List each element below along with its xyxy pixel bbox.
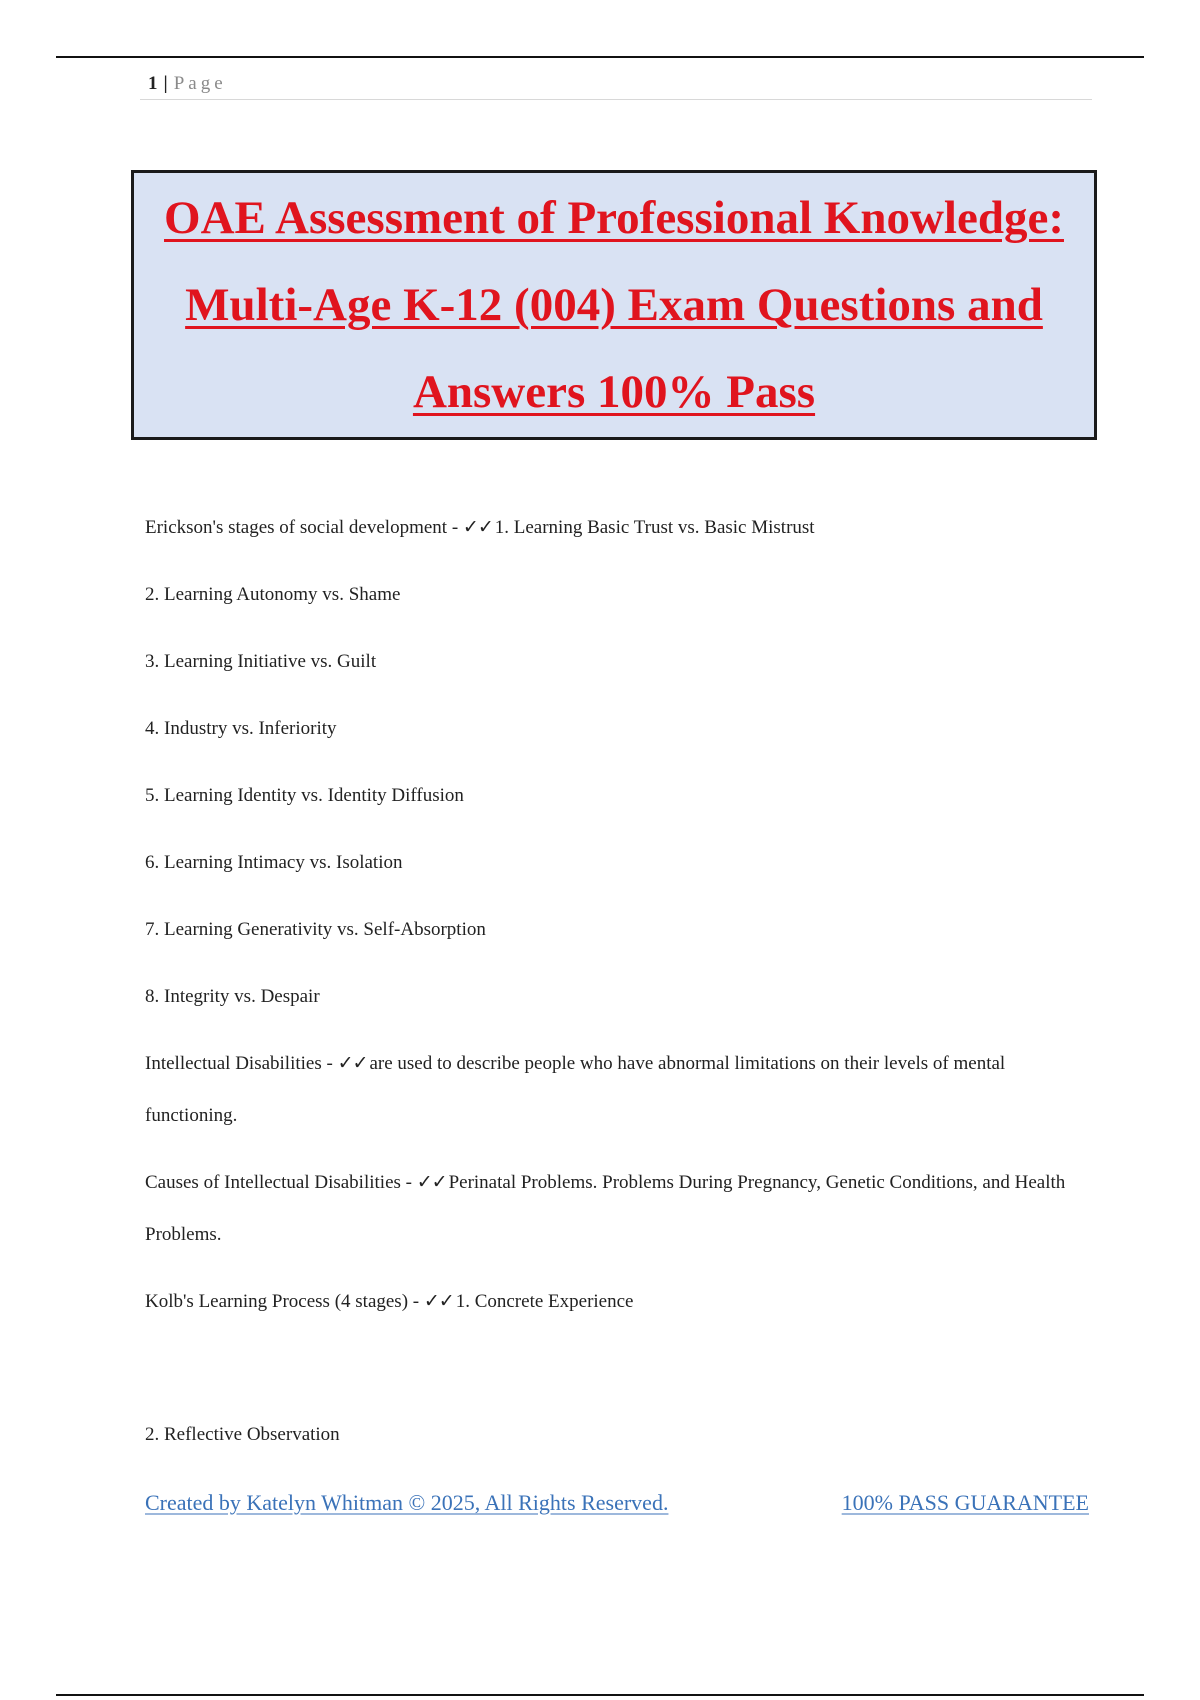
entry-answer: are used to describe people who have abnormal limitations on their levels of mental functioning. bbox=[145, 1053, 1006, 1126]
qa-entry: Kolb's Learning Process (4 stages) - ✓✓ 1. Concrete Experience bbox=[145, 1291, 634, 1312]
entry-term: Intellectual Disabilities bbox=[145, 1053, 322, 1074]
entry-term: Causes of Intellectual Disabilities bbox=[145, 1172, 401, 1193]
footer-guarantee: 100% PASS GUARANTEE bbox=[841, 1490, 1089, 1515]
title-box bbox=[131, 170, 1097, 440]
list-item: 8. Integrity vs. Despair bbox=[145, 986, 320, 1007]
entry-term: Kolb's Learning Process (4 stages) bbox=[145, 1291, 409, 1312]
footer-left bbox=[145, 1490, 668, 1516]
top-rule bbox=[56, 56, 1144, 58]
list-item: 6. Learning Intimacy vs. Isolation bbox=[145, 852, 403, 873]
list-item: 4. Industry vs. Inferiority bbox=[145, 718, 337, 739]
page-label: Page bbox=[173, 73, 227, 94]
list-item: 2. Learning Autonomy vs. Shame bbox=[145, 584, 401, 605]
qa-entry: Causes of Intellectual Disabilities - ✓✓ Perinatal Problems. Problems During Pregnancy, Genetic Conditions, and Health Problems. bbox=[145, 1172, 1066, 1245]
list-item: 7. Learning Generativity vs. Self-Absorption bbox=[145, 919, 486, 940]
entry-answer: 1. Concrete Experience bbox=[455, 1291, 634, 1312]
footer-right bbox=[842, 1490, 1089, 1516]
check-icon: ✓✓ bbox=[337, 1053, 368, 1074]
page-number: 1 bbox=[148, 73, 160, 94]
check-icon: ✓✓ bbox=[423, 1291, 454, 1312]
check-icon: ✓✓ bbox=[462, 517, 493, 538]
qa-entry: Erickson's stages of social development - ✓✓ 1. Learning Basic Trust vs. Basic Mistrust bbox=[145, 517, 815, 538]
spacer bbox=[145, 1343, 1085, 1409]
list-item: 2. Reflective Observation bbox=[145, 1424, 340, 1445]
entry-answer: 1. Learning Basic Trust vs. Basic Mistrust bbox=[494, 517, 815, 538]
bottom-rule bbox=[56, 1694, 1144, 1696]
check-icon: ✓✓ bbox=[416, 1172, 447, 1193]
entry-answer: Perinatal Problems. Problems During Pregnancy, Genetic Conditions, and Health Problems. bbox=[145, 1172, 1066, 1245]
list-item: 3. Learning Initiative vs. Guilt bbox=[145, 651, 377, 672]
page-separator: | bbox=[163, 73, 170, 94]
page-header bbox=[148, 73, 227, 95]
qa-content bbox=[145, 502, 1085, 1476]
document-title: OAE Assessment of Professional Knowledge: Multi-Age K-12 (004) Exam Questions and Answers 100% Pass bbox=[164, 191, 1064, 418]
list-item: 5. Learning Identity vs. Identity Diffusion bbox=[145, 785, 464, 806]
header-rule bbox=[140, 99, 1092, 100]
qa-entry: Intellectual Disabilities - ✓✓ are used to describe people who have abnormal limitations on their levels of mental functioning. bbox=[145, 1053, 1006, 1126]
entry-term: Erickson's stages of social development bbox=[145, 517, 448, 538]
footer-copyright: Created by Katelyn Whitman © 2025, All Rights Reserved. bbox=[145, 1490, 669, 1515]
